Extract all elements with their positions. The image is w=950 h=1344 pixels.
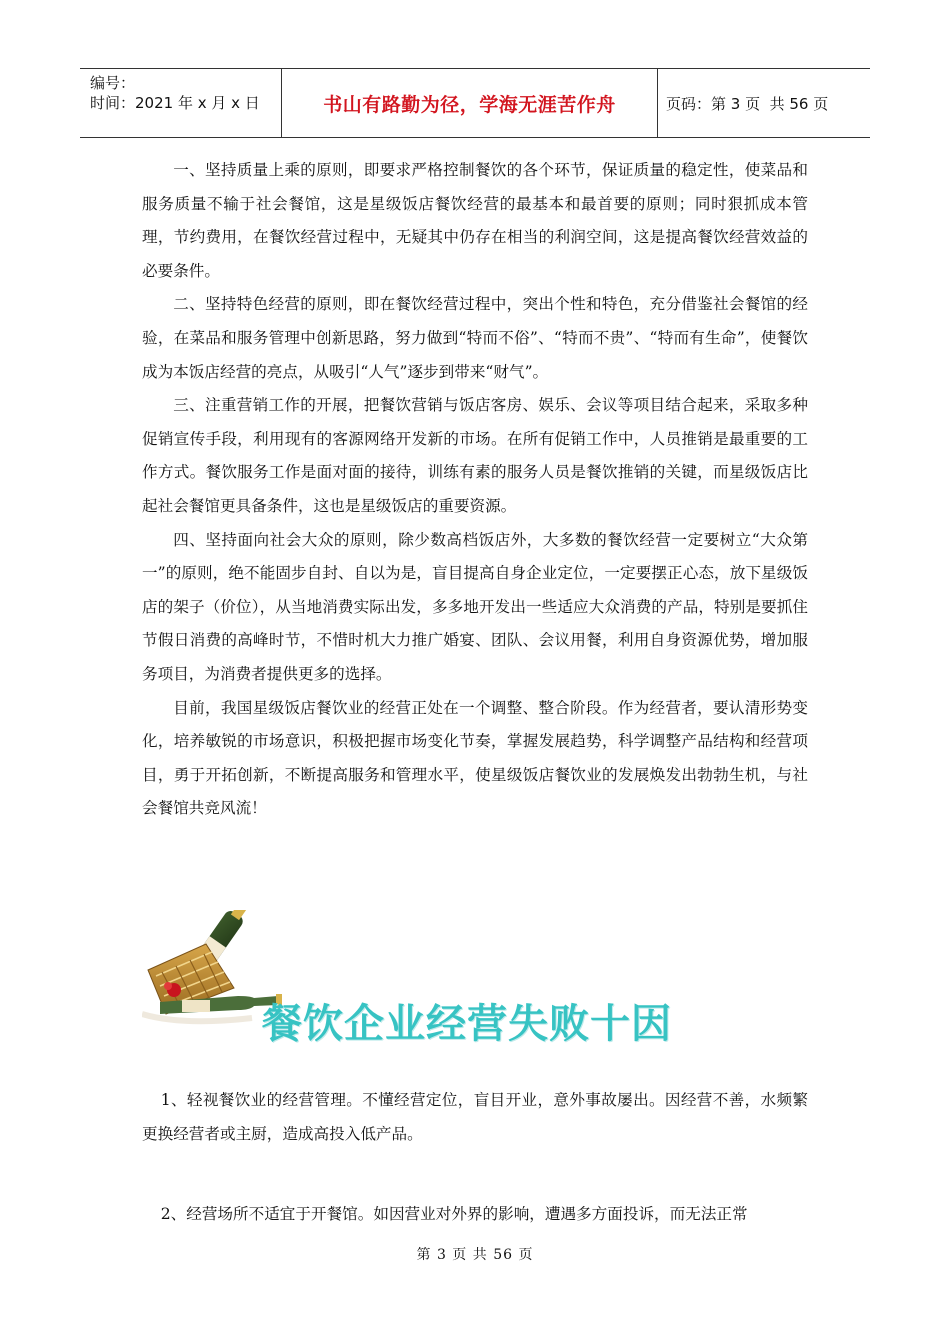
header-page-info (658, 69, 870, 137)
paragraph-1: 一、坚持质量上乘的原则，即要求严格控制餐饮的各个环节，保证质量的稳定性，使菜品和服务质量不输于社会餐馆，这是星级饭店餐饮经营的最基本和最首要的原则；同时狠抓成本管理，节约费用，在餐饮经营过程中，无疑其中仍存在相当的利润空间，这是提高餐饮经营效益的必要条件。 (142, 161, 808, 280)
paragraph-2: 二、坚持特色经营的原则，即在餐饮经营过程中，突出个性和特色，充分借鉴社会餐馆的经验，在菜品和服务管理中创新思路，努力做到“特而不俗”、“特而不贵”、“特而有生命”，使餐饮成为本饭店经营的亮点，从吸引“人气”逐步到带来“财气”。 (142, 295, 808, 381)
page-footer (0, 1244, 950, 1264)
banner-title: 餐饮企业经营失败十因 (262, 1001, 672, 1047)
code-label: 编号： (90, 74, 136, 92)
paragraph-3: 三、注重营销工作的开展，把餐饮营销与饭店客房、娱乐、会议等项目结合起来，采取多种促销宣传手段，利用现有的客源网络开发新的市场。在所有促销工作中，人员推销是最重要的工作方式。餐饮服务工作是面对面的接待，训练有素的服务人员是餐饮推销的关键，而星级饭店比起社会餐馆更具备条件，这也是星级饭店的重要资源。 (142, 396, 808, 515)
footer-page-number: 第 3 页 共 56 页 (416, 1247, 534, 1263)
paragraph-4: 四、坚持面向社会大众的原则，除少数高档饭店外，大多数的餐饮经营一定要树立“大众第一”的原则，绝不能固步自封、自以为是，盲目提高自身企业定位，一定要摆正心态，放下星级饭店的架子（价位），从当地消费实际出发，多多地开发出一些适应大众消费的产品，特别是要抓住节假日消费的高峰时节，不惜时机大力推广婚宴、团队、会议用餐，利用自身资源优势，增加服务项目，为消费者提供更多的选择。 (142, 530, 808, 683)
wine-bottle-basket-icon (142, 910, 282, 1040)
time-label: 时间：2021 年 x 月 x 日 (90, 94, 260, 112)
header-meta (80, 69, 282, 137)
paragraph-5: 目前，我国星级饭店餐饮业的经营正处在一个调整、整合阶段。作为经营者，要认清形势变化，培养敏锐的市场意识，积极把握市场变化节奏，掌握发展趋势，科学调整产品结构和经营项目，勇于开拓创新，不断提高服务和管理水平，使星级饭店餐饮业的发展焕发出勃勃生机，与社会餐馆共竞风流！ (142, 698, 808, 818)
list-item-1-block (142, 1084, 808, 1151)
section-banner (142, 910, 702, 1060)
list-item-1: 1、轻视餐饮业的经营管理。不懂经营定位，盲目开业，意外事故屡出。因经营不善，水频繁更换经营者或主厨，造成高投入低产品。 (142, 1091, 808, 1143)
list-item-2: 2、经营场所不适宜于开餐馆。如因营业对外界的影响，遭遇多方面投诉，而无法正常 (160, 1205, 748, 1223)
page-label: 页码：第 3 页 共 56 页 (666, 94, 829, 113)
header-motto: 书山有路勤为径，学海无涯苦作舟 (282, 69, 658, 137)
list-item-2-block (142, 1198, 808, 1232)
page-header (80, 68, 870, 138)
article-body (142, 154, 808, 826)
